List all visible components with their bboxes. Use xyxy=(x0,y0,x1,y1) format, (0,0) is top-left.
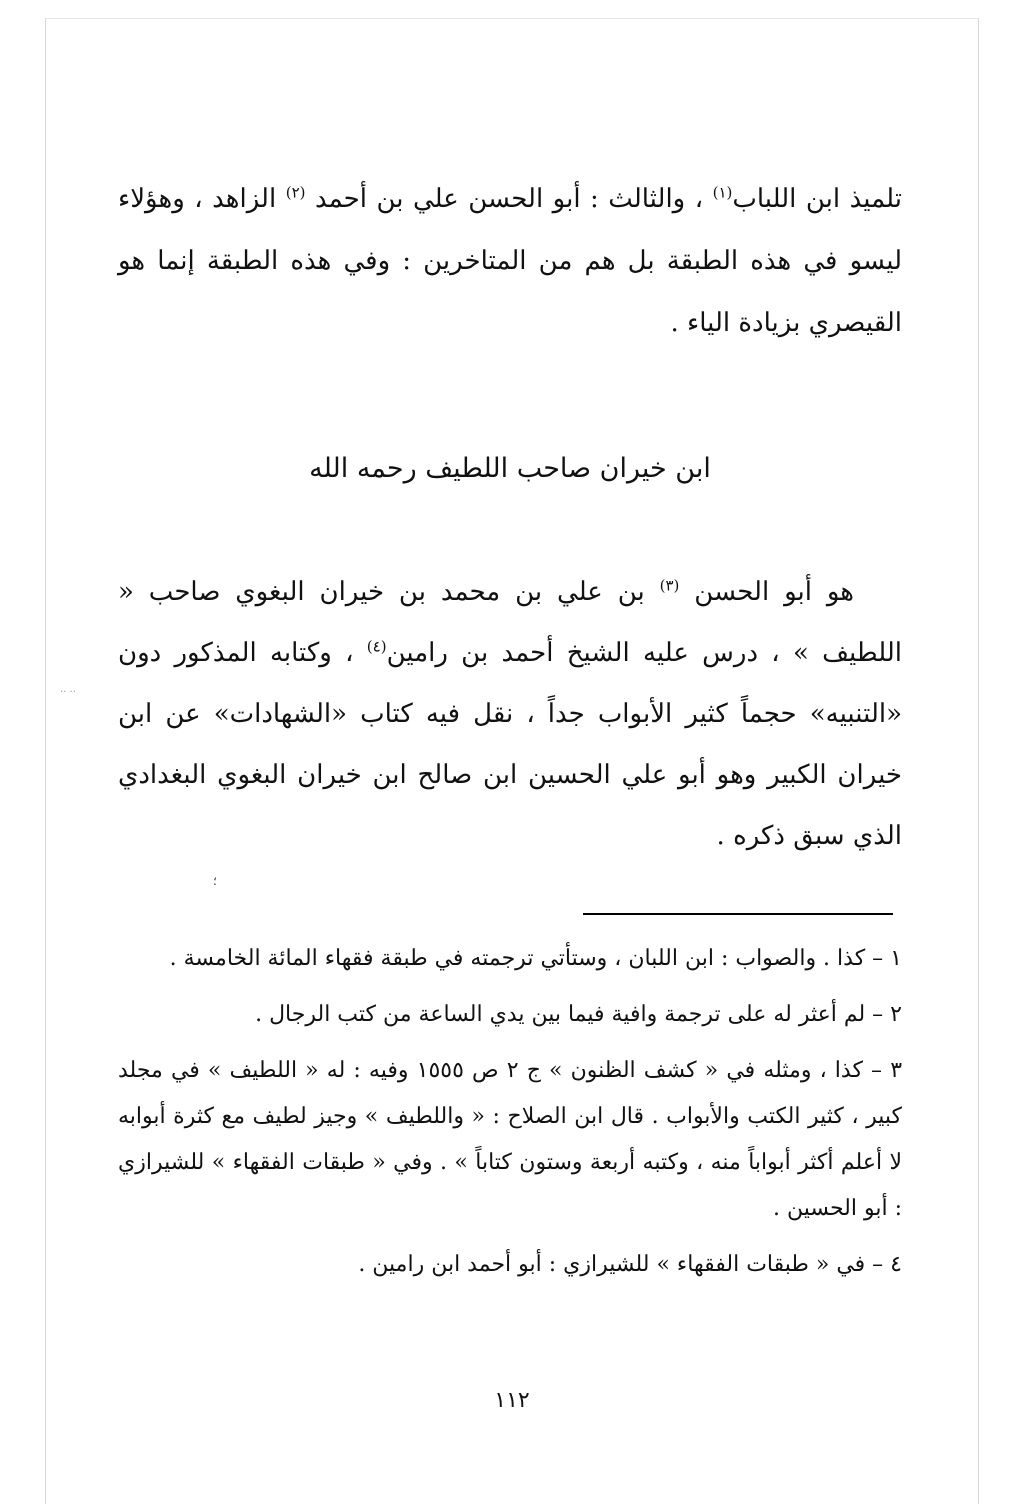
footnote-ref-4[interactable]: (٤) xyxy=(366,637,387,656)
margin-mark: .. .. xyxy=(60,684,76,695)
footnote-4: ٤ – في « طبقات الفقهاء » للشيرازي : أبو أحمد ابن رامين . xyxy=(358,1252,902,1277)
section-heading: ابن خيران صاحب اللطيف رحمه الله xyxy=(309,453,711,484)
footnote-ref-3[interactable]: (٣) xyxy=(659,576,680,595)
footnote-ref-1[interactable]: (١) xyxy=(712,183,733,202)
footnotes xyxy=(118,936,902,1288)
stray-mark: ؛ xyxy=(213,874,217,888)
page-number: ١١٢ xyxy=(494,1388,530,1413)
footnote-2: ٢ – لم أعثر له على ترجمة وافية فيما بين يدي الساعة من كتب الرجال . xyxy=(255,1002,902,1027)
footnote-1: ١ – كذا . والصواب : ابن اللبان ، وستأتي ترجمته في طبقة فقهاء المائة الخامسة . xyxy=(169,946,902,971)
intro-text-1: تلميذ ابن اللباب xyxy=(732,184,902,214)
body-text-3: ، وكتابه المذكور دون «التنبيه» حجماً كثير الأبواب جداً ، نقل فيه كتاب «الشهادات» عن ابن خيران الكبير وهو أبو علي الحسين ابن صالح ابن خيران البغوي البغدادي الذي سبق ذكره . xyxy=(118,638,902,851)
intro-text-2: ، والثالث : أبو الحسن علي بن أحمد xyxy=(305,184,713,214)
footnote-ref-2[interactable]: (٢) xyxy=(285,183,306,202)
footnote-separator xyxy=(583,913,893,915)
footnote-3: ٣ – كذا ، ومثله في « كشف الظنون » ج ٢ ص ١٥٥٥ وفيه : له « اللطيف » في مجلد كبير ، كثير الكتب والأبواب . قال ابن الصلاح : « واللطيف » وجيز لطيف مع كثرة أبوابه لا أعلم أكثر أبواباً منه ، وكتبه أربعة وستون كتاباً » . وفي « طبقات الفقهاء » للشيرازي : أبو الحسين . xyxy=(118,1058,903,1221)
intro-paragraph xyxy=(118,168,902,354)
intro-text-3: الزاهد ، وهؤلاء ليسو في هذه الطبقة بل هم من المتاخرين : وفي هذه الطبقة إنما هو القيصري بزيادة الياء . xyxy=(118,184,902,338)
body-paragraph xyxy=(118,562,902,867)
body-text-1: هو أبو الحسن xyxy=(679,577,854,607)
body-text-2: بن علي بن محمد بن خيران البغوي صاحب « اللطيف » ، درس عليه الشيخ أحمد بن رامين xyxy=(118,577,902,668)
